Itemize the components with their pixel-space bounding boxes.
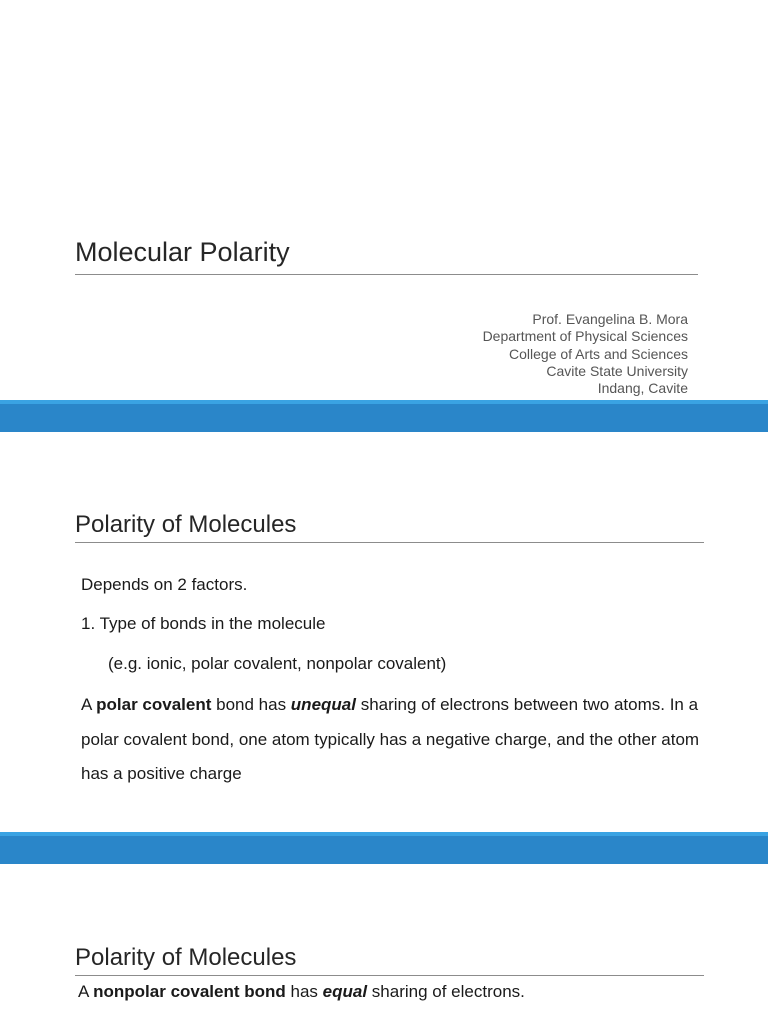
location: Indang, Cavite — [597, 380, 688, 397]
slide-title: Molecular Polarity — [75, 237, 290, 267]
nonpolar-covalent-paragraph — [78, 982, 525, 1002]
para-text: bond has — [211, 695, 291, 714]
slide-separator — [0, 400, 768, 432]
title-rule — [75, 975, 704, 976]
para-text: has — [285, 982, 323, 1001]
para-text: sharing of electrons between two atoms. In a polar covalent bond, one atom typically has a negative charge, and the other atom has a positive charge — [81, 695, 700, 783]
slide-title: Polarity of Molecules — [75, 511, 297, 538]
term-unequal: unequal — [290, 695, 356, 714]
body-line-factors: Depends on 2 factors. — [81, 575, 248, 594]
author-block — [483, 311, 688, 397]
term-equal: equal — [322, 982, 368, 1001]
para-text: A — [81, 695, 97, 714]
author-name: Prof. Evangelina B. Mora — [532, 311, 688, 327]
para-text: sharing of electrons. — [367, 982, 525, 1001]
slide-1 — [0, 0, 768, 400]
term-nonpolar-covalent: nonpolar covalent bond — [93, 982, 286, 1001]
slide-separator — [0, 832, 768, 864]
body-line-examples: (e.g. ionic, polar covalent, nonpolar covalent) — [108, 654, 447, 673]
body-line-bond-type: 1. Type of bonds in the molecule — [81, 614, 326, 633]
college: College of Arts and Sciences — [509, 345, 688, 362]
slide-title: Polarity of Molecules — [75, 944, 297, 971]
title-rule — [75, 542, 704, 543]
title-rule — [75, 274, 698, 275]
university: Cavite State University — [546, 362, 688, 379]
para-text: A — [78, 982, 94, 1001]
department: Department of Physical Sciences — [482, 328, 688, 345]
term-polar-covalent: polar covalent — [96, 695, 212, 714]
polar-covalent-paragraph — [81, 688, 701, 792]
